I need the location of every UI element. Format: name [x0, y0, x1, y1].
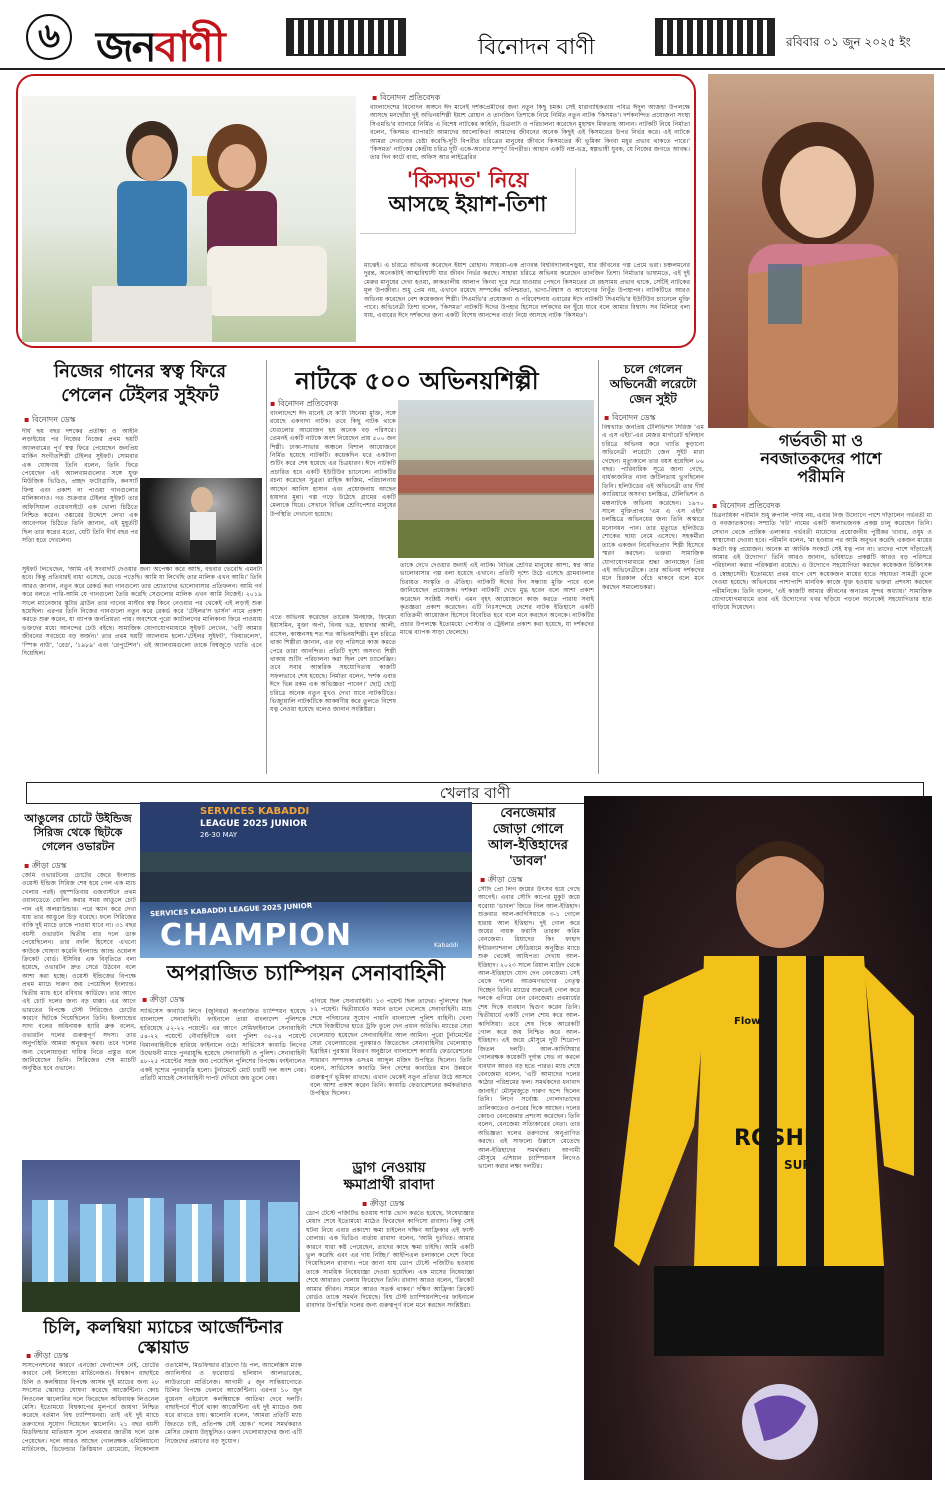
team-lineup-illustration [22, 1160, 300, 1312]
taylor-headline [18, 360, 262, 408]
kabaddi-photo [140, 802, 472, 958]
argentina-photo [22, 1160, 300, 1312]
woman-portrait-illustration [708, 74, 934, 428]
benzema-byline: ▪ ক্রীড়া ডেস্ক [480, 874, 522, 887]
porimoni-body: চিত্রনায়িকা পরীমনি শুধু রুপালি পর্দায় নয়, এবার নিজ উদ্যোগে পাশে দাঁড়ালেন গর্ভবতী মা ও নবজাতকদের। সম্প্রতি 'বউ' নামের একটি অলাভজনক প্রকল্প চালু করেছেন তিনি। সেখান থেকে প্রান্তিক এলাকার গর্ভবতী মায়েদের প্রয়োজনীয় পুষ্টিকর খাবার, ওষুধ ও স্বাস্থ্যসেবা দেওয়া হবে। পরীমনি বলেন, 'মা হওয়ার পর আমি অনুভব করেছি একজন মায়ের কতটা যত্ন প্রয়োজন। অনেক মা আর্থিক সংকটে সেই যত্ন পান না। তাদের পাশে দাঁড়াতেই আমার এই উদ্যোগ।' তিনি আরও জানান, ভবিষ্যতে প্রকল্পটি আরও বড় পরিসরে পরিচালনা করার পরিকল্পনা রয়েছে। এ উদ্যোগে সহযোগিতা করছেন কয়েকজন চিকিৎসক ও স্বেচ্ছাসেবী। ইতোমধ্যে প্রথম ধাপে বেশ কয়েকজন মায়ের হাতে সহায়তা সামগ্রী তুলে দেওয়া হয়েছে। অভিনয়ের পাশাপাশি মানবিক কাজে যুক্ত হওয়ায় ভক্তরা প্রশংসা করছেন পরীমনিকে। তিনি বলেন, 'এই কাজটি আমার জীবনের অন্যতম সুন্দর অধ্যায়।' সামাজিক যোগাযোগমাধ্যমে তার এই উদ্যোগের খবর ছড়িয়ে পড়লে অনেকেই সহযোগিতার হাত বাড়িয়ে দিয়েছেন। [712, 512, 932, 612]
section-title: বিনোদন বাণী [478, 35, 595, 60]
lareto-headline [600, 362, 706, 407]
column-divider [598, 360, 599, 774]
sports-section-title: খেলার বাণী [439, 784, 511, 802]
crowd-group-illustration [398, 400, 594, 558]
lead-headline-line-1: 'কিসমত' নিয়ে [406, 168, 529, 192]
lareto-byline: ▪ বিনোদন ডেস্ক [604, 412, 655, 425]
wi-headline-line-2: সিরিজ থেকে ছিটকে [33, 826, 123, 839]
taylor-paragraph-2: সুইফট লিখেছেন, 'আমি এই সংবাদটি দেওয়ার জন্য অপেক্ষা করে আছি, বহুবার ভেবেছি এমনটা হবে। কিন্তু প্রতিবারই বাধা এসেছে, ভেঙে পড়েছি। আমি যা লিখেছি তার মালিক এখন আমি।' তিনি আরও জানান, নতুন করে রেকর্ড করা গানগুলো তার শ্রোতাদের ভালোবাসার প্রতিফলন। আমি গর্ব করে বলতে পারি-আমি যে গানগুলো তৈরি করেছি সেগুলোর মালিক এখন আমি নিজেই। ২০১৯ সালে ম্যানেজার স্কুটার ব্রাউন তার গানের মাস্টার স্বত্ব কিনে নেওয়ার পর থেকেই এই লড়াই শুরু হয়েছিল। এরপর তিনি নিজের গানগুলো নতুন করে রেকর্ড করে 'টেইলর'স ভার্সন' নামে প্রকাশ করতে শুরু করেন, যা ব্যাপক জনপ্রিয়তা পায়। অবশেষে পুরো ক্যাটালগের মালিকানা ফিরে পাওয়ায় ভক্তদের মধ্যে আনন্দের ঢেউ বইছে। সামাজিক যোগাযোগমাধ্যমে সুইফট লেখেন, 'এটি আমার জীবনের সবচেয়ে বড় অর্জন।' তার প্রথম ছয়টি অ্যালবাম হলো-'টেইলর সুইফট', 'ফিয়ারলেস', 'স্পিক নাউ', 'রেড', '১৯৮৯' এবং 'রেপুটেশন'। এই অ্যালবামগুলো তাকে বিশ্বজুড়ে খ্যাতি এনে দিয়েছিল। [22, 566, 262, 658]
lareto-body: বিশ্বখ্যাত জনপ্রিয় টেলিভিশন সিরিজ 'এম এ এস এইচ'-এর মেজর মার্গারেট হুলিহান চরিত্রে অভিনয় করে খ্যাতি কুড়ানো অভিনেত্রী লরেটো জেন সুইট মারা গেছেন। মৃত্যুকালে তার বয়স হয়েছিল ৮৬ বছর। পারিবারিক সূত্রে জানা গেছে, বার্ধক্যজনিত নানা জটিলতায় ভুগছিলেন তিনি। হলিউডের এই অভিনেত্রী তার দীর্ঘ ক্যারিয়ারে অসংখ্য চলচ্চিত্র, টেলিভিশন ও মঞ্চনাটকে অভিনয় করেছেন। ১৯৭০ সালে মুক্তিপ্রাপ্ত 'এম এ এস এইচ' চলচ্চিত্রে অভিনয়ের জন্য তিনি অস্কারে মনোনয়ন পান। তার মৃত্যুতে হলিউডে শোকের ছায়া নেমে এসেছে। সহকর্মীরা তাকে একজন নিবেদিতপ্রাণ শিল্পী হিসেবে স্মরণ করছেন। ভক্তরা সামাজিক যোগাযোগমাধ্যমে শ্রদ্ধা জানাচ্ছেন প্রিয় এই অভিনেত্রীকে। তার অভিনয় দর্শকদের মনে চিরকাল বেঁচে থাকবে বলে মনে করছেন সমালোচকরা। [602, 424, 704, 591]
kabaddi-banner-mid: LEAGUE 2025 JUNIOR [200, 819, 308, 829]
natok500-paragraph-2: এতে অভিনয় করেছেন তারেক মিনহাজ, ফিমেরা ইয়াসমিন, মুক্তা অর্পা, বিনয় ভদ্র, হায়দার আলী, রাসেল, কাঞ্চনসহ শত শত অভিনয়শিল্পী। মূল চরিত্রে থাকা শিল্পীরা জানান, এত বড় পরিসরে কাজ করতে পেরে তারা আনন্দিত। প্রতিটি দৃশ্যে অসংখ্য শিল্পী থাকায় শুটিং পরিচালনা করা ছিল বেশ চ্যালেঞ্জিং। তবে সবার আন্তরিক সহযোগিতায় কাজটি সফলভাবে শেষ হয়েছে। নির্মাতা বলেন, 'দর্শক এবার ঈদে ভিন্ন রকম এক অভিজ্ঞতা পাবেন।' ছোট্ট ছোট্ট চরিত্রে অনেক নতুন মুখও দেখা যাবে নাটকটিতে। ভিজ্যুয়ালি নাটকটিকে আকর্ষণীয় করে তুলতে বিশেষ যত্ন নেওয়া হয়েছে বলেও জানান সংশ্লিষ্টরা। [270, 614, 396, 714]
rabada-body: ডোপ টেস্টে পজিটিভ হওয়ায় শাস্তি ভোগ করতে হয়েছে, নিষেধাজ্ঞার মেয়াদ শেষে ইতোমধ্যে মাঠেও ফিরেছেন কাগিসো রাবাদা। কিন্তু সেই ঘটনা নিয়ে এবার প্রকাশ্যে ক্ষমা চাইলেন দক্ষিণ আফ্রিকার এই ফাস্ট বোলার। এক ভিডিও বার্তায় রাবাদা বলেন, 'আমি দুঃখিত। আমার কারণে যারা কষ্ট পেয়েছেন, তাদের কাছে ক্ষমা চাইছি। আমি একটি ভুল করেছি এবং এর দায় নিচ্ছি।' আইপিএল চলাকালে দেশে ফিরে গিয়েছিলেন রাবাদা। পরে জানা যায় ডোপ টেস্টে পজিটিভ হওয়ায় তাকে সাময়িক নিষেধাজ্ঞা দেওয়া হয়েছিল। এক মাসের নিষেধাজ্ঞা শেষে আবারও খেলায় ফিরেছেন তিনি। রাবাদা আরও বলেন, 'ক্রিকেট আমার জীবন। সামনে আরও সতর্ক থাকব।' দক্ষিণ আফ্রিকা ক্রিকেট বোর্ডও তাকে সমর্থন দিয়েছে। বিশ্ব টেস্ট চ্যাম্পিয়নশিপের ফাইনালে রাবাদার উপস্থিতি দলের জন্য গুরুত্বপূর্ণ বলে মনে করছেন সংশ্লিষ্টরা। [306, 1210, 474, 1310]
wi-headline-line-3: গেলেন ওভারটন [41, 840, 115, 853]
benzema-headline-line-4: 'ডাবল' [508, 854, 548, 869]
lead-photo [22, 96, 356, 342]
natok500-byline: ▪ বিনোদন প্রতিবেদক [270, 398, 338, 411]
taylor-byline: ▪ বিনোদন ডেস্ক [24, 414, 75, 427]
lead-paragraph-2: মাঝেই। এ চরিত্রে অভিনয় করেছেন ইয়াশ রোহান। সাহারা-এক প্রাণবন্ত বিশ্ববিদ্যালয়পড়ুয়া, যার জীবনের গল্প প্রেমে ভরা। চঞ্চলমনের দুরন্ত, অনেকটাই আত্মবিশ্বাসী যার জীবন নির্ভর করছে। সাহারা চরিত্রে অভিনয় করেছেন তানজিন তিশা। নির্মাতার ভাষ্যমতে, এই দুই মেরুর মানুষের দেখা হওয়া, কাকতালীয় আলাপ কিংবা দূরে সরে যাওয়ার পেছনে কিসমতের যে রহস্যময় প্রভাব থাকে, সেটিই নাটকের মূল উপজীব্য। শুধু প্রেম নয়, এখানে রয়েছে সম্পর্কের অনিশ্চয়তা, ভাগ্য-বিশ্বাস ও আবেগের নিখুঁত উপস্থাপন। নাটকটিতে আরও অভিনয় করেছেন বেশ কয়েকজন শিল্পী। সিএমভি'র প্রযোজনা ও পরিবেশনায় এবারের ঈদে নাটকটি সিএমভি'র ইউটিউব চ্যানেলে মুক্তি পাবে। অভিনেত্রী তিশা বলেন, 'কিসমত' নাটকটি ঈদের উপহার হিসেবে দর্শকদের মন ছুঁয়ে যাবে বলে আমার বিশ্বাস। সব মিলিয়ে বলা যায়, এবারের ঈদে দর্শকদের জন্য একটি বিশেষ আনন্দের বার্তা নিয়ে আসছে নাটক 'কিসমত'। [364, 262, 690, 320]
porimoni-headline-line-3: পরীমনি [797, 467, 845, 486]
natok500-paragraph-3: তাকে দেখে দেওয়ার জন্যই এই নাটক। বিভিন্ন শ্রেণির মানুষের আশা, স্বপ্ন আর ভালোবাসার গল্প বলা হয়েছে এখানে। প্রতিটি দৃশ্যে উঠে এসেছে গ্রামবাংলার চিরায়ত সংস্কৃতি ও ঐতিহ্য। নাটকটি ঈদের দিন সন্ধ্যায় মুক্তি পাবে বলে জানিয়েছেন প্রযোজক। দর্শকরা নাটকটি দেখে মুগ্ধ হবেন বলে আশা প্রকাশ করেছেন সংশ্লিষ্ট সবাই। এমন বৃহৎ আয়োজনে কাজ করতে পারায় সবাই কৃতজ্ঞতা প্রকাশ করেছেন। এটি নিঃসন্দেহে দেশের নাটক ইতিহাসে একটি ব্যতিক্রমী আয়োজন হিসেবে বিবেচিত হবে বলে মনে করছেন অনেকে। নাটকটির প্রচার উপলক্ষে ইতোমধ্যে পোস্টার ও ট্রেইলার প্রকাশ করা হয়েছে, যা দর্শকদের মাঝে ব্যাপক সাড়া ফেলেছে। [400, 562, 594, 637]
jersey-kit-text: Flow [734, 1016, 761, 1027]
lareto-headline-line-2: অভিনেত্রী লরেটো [609, 377, 697, 391]
couple-photo-illustration [22, 96, 356, 342]
rabada-headline [302, 1160, 476, 1194]
rabada-headline-line-1: ড্রাগ নেওয়ায় [352, 1160, 426, 1176]
kabaddi-banner-top: SERVICES KABADDI [200, 806, 310, 817]
newspaper-logo: জনবাণী [96, 22, 224, 71]
porimoni-headline [708, 432, 934, 486]
porimoni-photo [708, 74, 934, 428]
rabada-byline: ▪ ক্রীড়া ডেস্ক [362, 1198, 404, 1211]
kabaddi-team-illustration [140, 842, 472, 902]
benzema-headline [476, 806, 580, 870]
benzema-headline-line-2: জোড়া গোলে [492, 822, 564, 837]
kabaddi-champion-text: CHAMPION [160, 918, 352, 953]
kabaddi-banner-bottom: SERVICES KABADDI LEAGUE 2025 JUNIOR [149, 901, 313, 919]
kabaddi-paragraph-2: এগিয়ে ছিল সেনাবাহিনী। ১৩ পয়েন্ট ছিল তাদের। পুলিশের ছিল ১২ পয়েন্ট। দ্বিতীয়ার্ধেও সমান তালে খেলেছে সেনাবাহিনী। ম্যাচ শেষে পদিযানের সুযোগ পায়নি বাংলাদেশ পুলিশ বাহিনী। খেলা শেষে বিজয়ীদের হাতে ট্রফি তুলে দেন প্রধান অতিথি। ম্যাচের সেরা খেলোয়াড় হয়েছেন সেনাবাহিনীর আল আমিন। পুরো টুর্নামেন্টের সেরা খেলোয়াড়ের পুরস্কারও জিতেছেন সেনাবাহিনীর খেলোয়াড় ইব্রাহিম। পুরস্কার বিতরণ অনুষ্ঠানে বাংলাদেশ কাবাডি ফেডারেশনের সাধারণ সম্পাদক এসএম আব্দুল মজিদ উপস্থিত ছিলেন। তিনি বলেন, সার্ভিসেস কাবাডি লিগ দেশের কাবাডির মান উন্নয়নে গুরুত্বপূর্ণ ভূমিকা রাখছে। এখান থেকেই নতুন প্রতিভা উঠে আসবে বলে আশা প্রকাশ করেন তিনি। কাবাডি ফেডারেশনের কর্মকর্তারাও উপস্থিত ছিলেন। [310, 998, 472, 1098]
kabaddi-headline-text: অপরাজিত চ্যাম্পিয়ন সেনাবাহিনী [166, 961, 446, 985]
benzema-photo [584, 796, 932, 1480]
kabaddi-headline [140, 958, 472, 988]
kabaddi-byline: ▪ ক্রীড়া ডেস্ক [142, 994, 184, 1007]
porimoni-byline: ▪ বিনোদন প্রতিবেদক [712, 500, 780, 513]
lareto-headline-line-1: চলে গেলেন [623, 362, 683, 376]
lareto-headline-line-3: জেন সুইট [629, 392, 677, 406]
page-header [0, 0, 945, 70]
wi-headline-line-1: আঙুলের চোটে উইন্ডিজ [24, 812, 132, 825]
wi-body: জেমি ওভারটনের চোটের জেরে ইংল্যান্ড ওয়েস্ট ইন্ডিজ সিরিজ শেষ হয়ে গেল এক ম্যাচ খেলার পরই। বৃহস্পতিবার এজবাস্টনে প্রথম ওয়ানডেতে বোলিং করার সময় আঙুলে চোট পান এই অলরাউন্ডার। পরে স্ক্যান করে দেখা যায় তার আঙুলে চিড় ধরেছে। ফলে সিরিজের বাকি দুই ম্যাচে তাকে পাওয়া যাবে না। ৩১ বছর বয়সী ওভারটন দ্বিতীয় বার দলে ডাক পেয়েছিলেন। তার বদলি হিসেবে এখনো কাউকে ঘোষণা করেনি ইংল্যান্ড অ্যান্ড ওয়েলস ক্রিকেট বোর্ড। ইসিবির এক বিবৃতিতে বলা হয়েছে, ওভারটন দ্রুত সেরে উঠবেন বলে আশা করা হচ্ছে। ওয়েস্ট ইন্ডিজের বিপক্ষে প্রথম ম্যাচে দারুণ জয় পেয়েছিল ইংল্যান্ড। দ্বিতীয় ম্যাচ হবে রবিবার কার্ডিফে। তার আগে এই চোট দলের জন্য বড় ধাক্কা। এর আগে ভারতের বিপক্ষে টেস্ট সিরিজেও চোটের কারণে ছিটকে গিয়েছিলেন তিনি। ইংল্যান্ডের সাদা বলের অধিনায়ক হ্যারি ব্রুক বলেন, ওভারটন দলের গুরুত্বপূর্ণ সদস্য। তার অনুপস্থিতি আমরা অনুভব করব। তবে দলের অন্য খেলোয়াড়রা দায়িত্ব নিতে প্রস্তুত বলে জানিয়েছেন তিনি। সিরিজের শেষ ম্যাচটি অনুষ্ঠিত হবে ওভালে। [22, 872, 136, 1073]
taylor-headline-line-2: পেলেন টেইলর সুইফট [61, 385, 219, 406]
natok500-paragraph-1: বাংলাদেশে ঈদ মানেই যে ক'টা সিনেমা মুক্তি, সঙ্গে রয়েছে একগাদা নাটক। তবে কিছু নাটক থাকে যেগুলোর আয়োজন হয় অনেক বড় পরিসরে। তেমনই একটি নাটকে অংশ নিয়েছেন প্রায় ৫০০ জন শিল্পী। ঢাকা-সাভার অঞ্চলে বিশাল আয়োজনে নির্মিত হয়েছে নাটকটি। কয়েকদিন ধরে একটানা শুটিং করে শেষ হয়েছে এর চিত্রধারণ। ঈদে নাটকটি প্রচারিত হবে একটি ইউটিউব চ্যানেলে। নাটকটির রচনা করেছেন সুব্রতা রাহিক কাজিম, পরিচালনায় আছেন আনিস হাসান এবং প্রযোজনায় আছেন হায়দার মুন্না। গল্প গড়ে উঠেছে গ্রামের একটি মেলাকে ঘিরে। সেখানে বিভিন্ন শ্রেণিপেশার মানুষের উপস্থিতি দেখানো হয়েছে। [270, 410, 396, 518]
kabaddi-logo-text: Kabaddi [434, 942, 459, 949]
benzema-headline-line-1: বেনজেমার [500, 806, 556, 821]
column-divider [266, 360, 267, 774]
singer-performing-illustration [140, 478, 262, 564]
rabada-headline-line-2: ক্ষমাপ্রার্থী রাবাদা [343, 1177, 435, 1193]
natok500-headline [270, 366, 564, 396]
natok500-group-photo [398, 400, 594, 558]
wi-byline: ▪ ক্রীড়া ডেস্ক [24, 860, 66, 873]
benzema-headline-line-3: আল-ইত্তিহাদের [488, 838, 568, 853]
jersey-sleeve-text: SURJ [784, 1158, 817, 1172]
argentina-byline: ▪ ক্রীড়া ডেস্ক [26, 1350, 68, 1363]
taylor-headline-line-1: নিজের গানের স্বত্ব ফিরে [53, 361, 227, 382]
taylor-paragraph-1: দীর্ঘ ছয় বছর দশকের প্রতীক্ষা ও আইনি লড়াইয়ের পর নিজের নিজের প্রথম ছয়টি অ্যালবামের পূর্ণ স্বত্ব ফিরে পেয়েছেন জনপ্রিয় মার্কিন সংগীতশিল্পী টেইলর সুইফট। সোমবার এক ঘোষণায় তিনি বলেন, তিনি ফিরে পেয়েছেন এই অ্যালবামগুলোর সঙ্গে যুক্ত মিউজিক ভিডিও, প্রচ্ছদ ফটোগ্রাফি, কনসার্ট ফিল্ম এবং প্রকাশ না পাওয়া গানগুলোর মালিকানাও। গত শুক্রবার টেইলর সুইফট তার অফিসিয়াল ওয়েবসাইটে এক খোলা চিঠিতে নিশ্চিত করেন। ওঙ্কারের উদ্দেশে লেখা এক আবেগঘন চিঠিতে তিনি জানান, এই মুহূর্তটি ছিল তার স্বপ্নের মতো, যেটি তিনি দীর্ঘ বছর পর সত্যি হতে দেখলেন। [22, 428, 138, 545]
film-strip-icon [286, 18, 406, 56]
lead-headline-line-2: আসছে ইয়াশ-তিশা [388, 192, 547, 216]
lead-byline: ▪ বিনোদন প্রতিবেদক [372, 92, 440, 105]
issue-date: রবিবার ০১ জুন ২০২৫ ইং [786, 35, 911, 49]
porimoni-headline-line-1: গর্ভবতী মা ও [778, 431, 864, 450]
argentina-body: সাসপেনশনের কারণে এনজো ফের্নান্দেস নেই, চোটের কারণে নেই লিসান্দ্রো মার্তিনেজও। বিশ্বকাপ বাছাইয়ে চিলি ও কলম্বিয়ার বিপক্ষে আসন্ন দুই ম্যাচের জন্য ২৮ সদস্যের স্কোয়াড ঘোষণা করেছে আর্জেন্টিনা। কোচ লিওনেল স্কালোনির দলে ফিরেছেন অধিনায়ক লিওনেল মেসি। ইতোমধ্যে বিশ্বকাপের মূলপর্বে জায়গা নিশ্চিত করেছে বর্তমান বিশ্ব চ্যাম্পিয়নরা। তাই এই দুই ম্যাচে তরুণদের সুযোগ দিয়েছেন স্কালোনি। ২১ বছর বয়সী মিডফিল্ডার মাতিয়াস সুলে প্রথমবার জাতীয় দলে ডাক পেয়েছেন। দলে আরও আছেন গোলরক্ষক এমিলিয়ানো মার্তিনেজ, ডিফেন্ডার ক্রিস্তিয়ান রোমেরো, নিকোলাস ওতামেন্দি, মিডফিল্ডার রদ্রিগো ডি পল, অ্যালেক্সিস ম্যাক অ্যালিস্টার ও ফরোয়ার্ড হুলিয়ান আলভারেজ, লাউতারো মার্তিনেজ। আগামী ৫ জুন সান্তিয়াগোতে চিলির বিপক্ষে খেলবে আর্জেন্টিনা। এরপর ১০ জুন বুয়েনস এইরেসে কলম্বিয়াকে আতিথ্য দেবে দলটি। বাছাইপর্বে শীর্ষে থাকা আর্জেন্টিনা এই দুই ম্যাচেও জয় ধরে রাখতে চায়। স্কালোনি বলেন, 'আমরা প্রতিটি ম্যাচ জিততে চাই, প্রতিপক্ষ যেই হোক।' দলের সমর্থকরাও মেসির ফেরায় উচ্ছ্বসিত। তরুণ খেলোয়াড়দের জন্য এটি নিজেদের প্রমাণের বড় সুযোগ। [22, 1362, 302, 1454]
page-number: ৬ [26, 14, 72, 60]
film-strip-icon [655, 18, 775, 56]
jersey-sponsor-text: ROSHN [734, 1126, 823, 1151]
lead-paragraph-1: বাংলাদেশের বিনোদন অঙ্গনে ঈদ মানেই দর্শকপ্রেমীদের জন্য নতুন কিছু চমক। সেই ধারাবাহিকতায় পবিত্র ঈদুল আজহা উপলক্ষে আসছে মনছোঁয়া দুই অভিনয়শিল্পী ইয়াশ রোহান ও তানজিন তিশাকে নিয়ে নির্মিত নতুন নাটক 'কিসমত'। দর্শকনন্দিত প্রযোজনা সংস্থা সিএমভি'র ব্যানারে নির্মিত এ বিশেষ নাটকের কাহিনি, চিত্রনাট্য ও পরিচালনা করেছেন মুহাম্মদ মিফতাহ আনান। নাটকটি নিয়ে নির্মাতা বলেন, 'কিসমত ব্যাপারটা আমাদের আলোকিত! আমাদের জীবনের অনেক কিছুই এই কিসমতের উপর নির্ভর করে। এই নাটকে আমরা দেখানোর চেষ্টা করেছি-দুটি বিপরীত চরিত্রের মানুষের জীবনে কিসমতের কী ভূমিকা কিংবা মধুর প্রভাব থাকতে পারে।' 'কিসমত' নাটকের কেন্দ্রীয় চরিত্র দুটি একে-অন্যের সম্পূর্ণ বিপরীত। আহান একটি নম্র-ভদ্র, স্বল্পভাষী যুবক, যে নিজের জগতে আবদ্ধ। তার দিন কাটে বাবা, অফিস আর লাইব্রেরির [370, 104, 690, 162]
lead-headline-box [360, 168, 576, 234]
benzema-body: সৌদি প্রো লিগ জয়ের উৎসব হয়ে গেছে আগেই। এবার সৌদি কাপের মুকুট জয়ে ঘরোয়া 'ডাবল' জিতে নিল আল-ইত্তিহাদ। শুক্রবার আল-কাদিসিয়াকে ৩-১ গোলে হারায় আল ইত্তিহাদ। দুই গোল করে জয়ের নায়ক ফরাসি তারকা করিম বেনজেমা। রিয়াদের কিং ফাহাদ ইন্টারন্যাশনাল স্টেডিয়ামে অনুষ্ঠিত ম্যাচে শুরু থেকেই আধিপত্য দেখায় আল-ইত্তিহাদ। ২০২৩ সালে রিয়াল মাদ্রিদ থেকে আল-ইত্তিহাদে যোগ দেন বেনজেমা। সেই থেকে দলের আক্রমণভাগের নেতৃত্ব দিচ্ছেন তিনি। ম্যাচের শুরুতেই গোল করে দলকে এগিয়ে নেন বেনজেমা। প্রথমার্ধের শেষ দিকে ব্যবধান দ্বিগুণ করেন তিনি। দ্বিতীয়ার্ধে একটি গোল শোধ করে আল-কাদিসিয়া। তবে শেষ দিকে আরেকটি গোল করে জয় নিশ্চিত করে আল-ইত্তিহাদ। এই জয়ে মৌসুমে দুটি শিরোপা জিতল দলটি। আল-কাদিসিয়ার গোলরক্ষক কয়েকটি দুর্দান্ত সেভ না করলে ব্যবধান আরও বড় হতে পারত। ম্যাচ শেষে বেনজেমা বলেন, 'এটি আমাদের দলের কঠোর পরিশ্রমের ফল। সমর্থকদের ধন্যবাদ জানাই।' মৌসুমজুড়ে দারুণ ছন্দে ছিলেন তিনি। লিগে সর্বোচ্চ গোলদাতাদের তালিকাতেও ওপরের দিকে আছেন। দলের কোচও বেনজেমার প্রশংসা করেছেন। তিনি বলেন, বেনজেমা সত্যিকারের নেতা। তার অভিজ্ঞতা দলের তরুণদের অনুপ্রাণিত করছে। এই সাফল্যে উল্লাসে মেতেছে আল-ইত্তিহাদের সমর্থকরা। আগামী মৌসুমে এশিয়ান চ্যাম্পিয়নস লিগেও ভালো করার লক্ষ্য দলটির। [478, 886, 580, 1171]
porimoni-headline-line-2: নবজাতকদের পাশে [760, 449, 882, 468]
kabaddi-banner-date: 26-30 MAY [200, 831, 238, 839]
argentina-headline-text: চিলি, কলম্বিয়া ম্যাচের আর্জেন্টিনার স্কোয়াড [43, 1318, 283, 1358]
taylor-photo [140, 478, 262, 564]
wi-headline [20, 812, 136, 854]
kabaddi-paragraph-1: সার্ভিসেস কাবাডি লিগে (জুনিয়র) অপরাজিত চ্যাম্পিয়ন হয়েছে বাংলাদেশ সেনাবাহিনী। ফাইনালে তারা বাংলাদেশ পুলিশকে হারিয়েছে ৫২-২২ পয়েন্টে। এর আগে সেমিফাইনালে সেনাবাহিনী ৫৪-২২ পয়েন্টে নৌবাহিনীকে এবং পুলিশ ৩৫-২৪ পয়েন্টে বিমানবাহিনীকে হারিয়ে ফাইনালে ওঠে। সার্ভিসেস কাবাডি লিগের উদ্বোধনী ম্যাচে পুনরায়ুদ্ধি হয়েছে সেনাবাহিনী ও পুলিশ। সেনাবাহিনী ৪৮-২৫ পয়েন্টের সহজ জয় পেয়েছিল পুলিশের বিপক্ষে। ফাইনালেও একই দৃশ্যের পুনরাবৃত্তি হলো। টুর্নামেন্টে মোট চারটি দল অংশ নেয়। প্রতিটি ম্যাচেই সেনাবাহিনী দাপট দেখিয়ে জয় তুলে নেয়। [140, 1008, 306, 1083]
natok500-headline-text: নাটকে ৫০০ অভিনয়শিল্পী [295, 367, 539, 395]
